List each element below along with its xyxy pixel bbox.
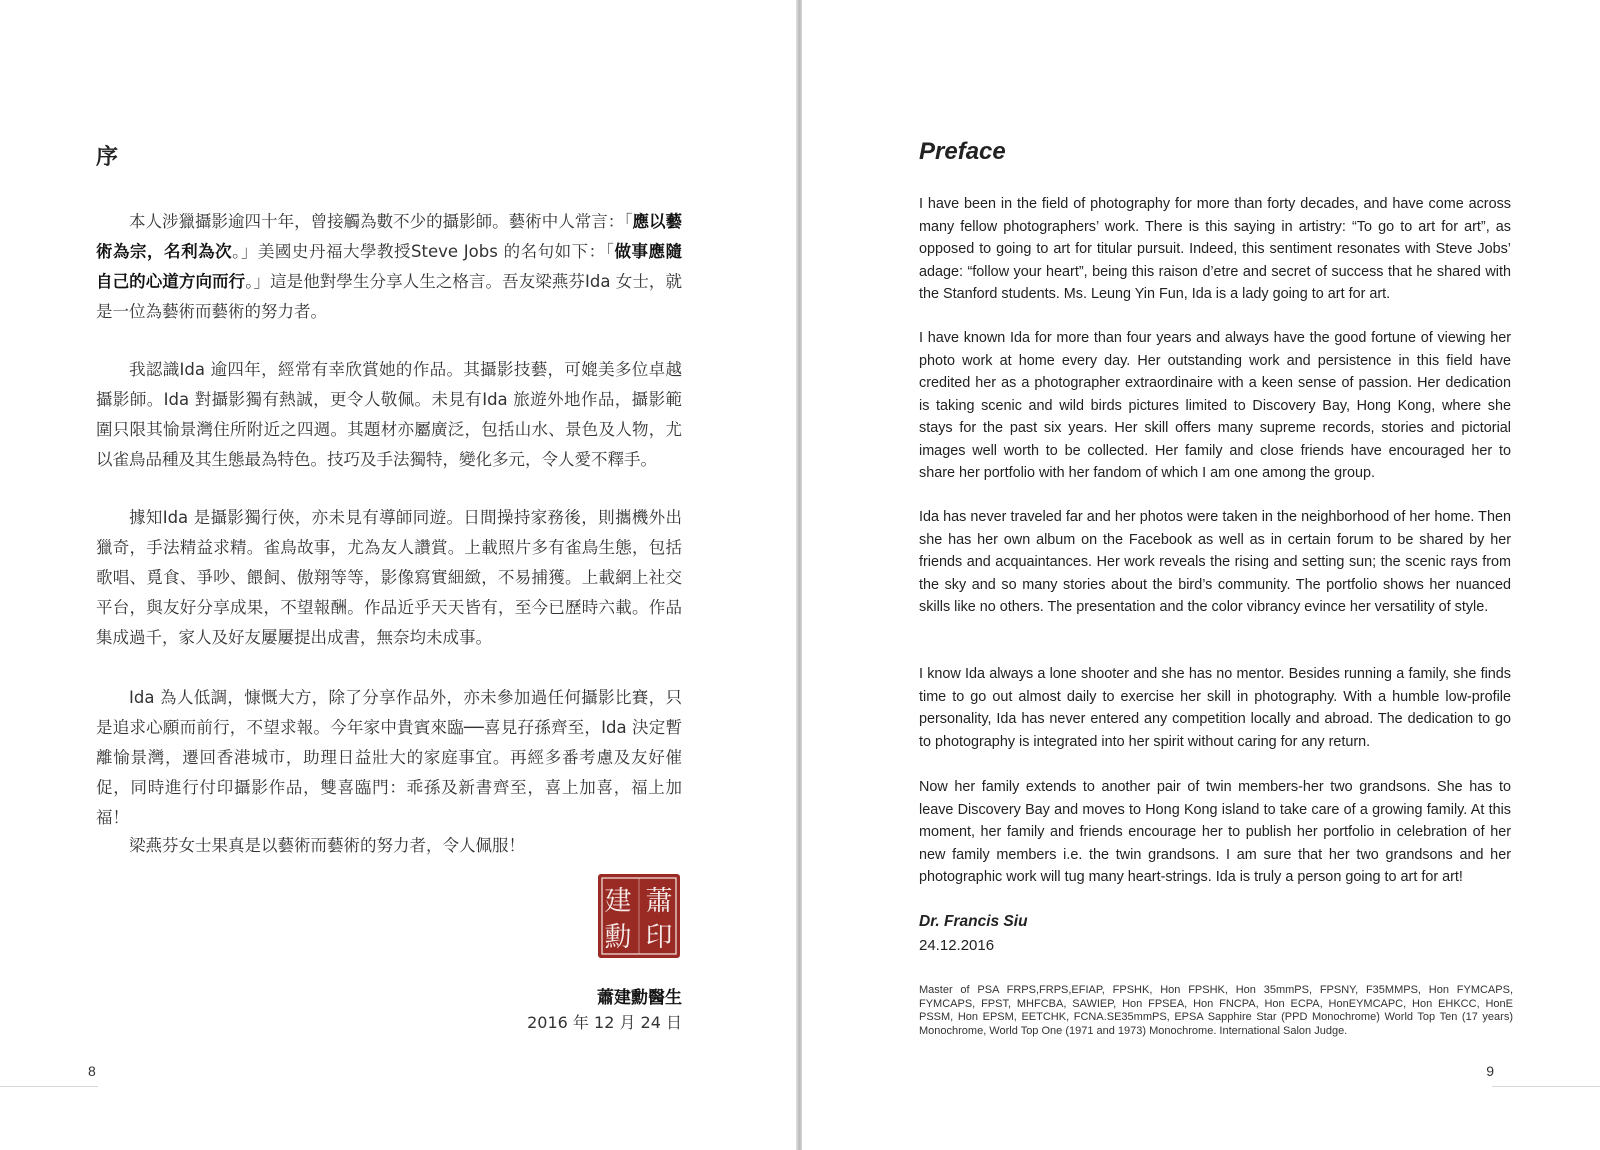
chinese-paragraph-5 (96, 831, 682, 861)
chinese-preface-title: 序 (96, 145, 119, 170)
text-run: 梁燕芬女士果真是以藝術而藝術的努力者，令人佩服！ (129, 836, 525, 855)
text-run: Ida 為人低調，慷慨大方，除了分享作品外，亦未參加過任何攝影比賽，只是追求心願而前行，不望求報。今年家中貴賓來臨──喜見孖孫齊至，Ida 決定暫離愉景灣，遷回香港城市，助理日益壯大的家庭事宜。再經多番考慮及友好催促，同時進行付印攝影作品，雙喜臨門：乖孫及新書齊至，喜上加喜，福上加福！ (96, 688, 682, 827)
text-run: 據知Ida 是攝影獨行俠，亦未見有導師同遊。日間操持家務後，則攜機外出獵奇，手法精益求精。雀鳥故事，尤為友人讚賞。上載照片多有雀鳥生態，包括歌唱、覓食、爭吵、餵飼、傲翔等等，影像寫實細緻，不易捕獲。上載網上社交平台，與友好分享成果，不望報酬。作品近乎天天皆有，至今已歷時六載。作品集成過千，家人及好友屢屢提出成書，無奈均未成事。 (96, 508, 682, 647)
footer-rule-left (0, 1086, 98, 1087)
bold-quote: 應以藝術為宗，名利為次 (96, 212, 683, 261)
seal-char: 建 (604, 886, 632, 917)
bold-quote: 做事應隨自己的心道方向而行 (96, 242, 682, 291)
text-run: 。」這是他對學生分享人生之格言。吾友梁燕芬Ida 女士，就是一位為藝術而藝術的努力者。 (96, 272, 683, 321)
text-run: 。」美國史丹福大學教授Steve Jobs 的名句如下：「 (232, 242, 615, 261)
chinese-signature: 蕭建勳醫生 (597, 988, 682, 1008)
text-run: 我認識Ida 逾四年，經常有幸欣賞她的作品。其攝影技藝，可媲美多位卓越攝影師。Ida 對攝影獨有熱誠，更令人敬佩。未見有Ida 旅遊外地作品，攝影範圍只限其愉景灣住所附近之四週。其題材亦屬廣泛，包括山水、景色及人物，尤以雀鳥品種及其生態最為特色。技巧及手法獨特，變化多元，令人愛不釋手。 (96, 360, 682, 469)
seal-char: 印 (645, 922, 673, 953)
right-page (802, 0, 1600, 1150)
english-signature: Dr. Francis Siu (919, 913, 1028, 930)
seal-stamp-icon (596, 872, 682, 960)
chinese-paragraph-1 (96, 207, 682, 327)
chinese-paragraph-2 (96, 355, 682, 475)
english-paragraph-5: Now her family extends to another pair of twin members-her two grandsons. She has to leave Discovery Bay and moves to Hong Kong island to take care of a growing family. At this moment, her family and friends encourage her to publish her portfolio in celebration of her new family members i.e. the twin grandsons. I am sure that her two grandsons and her photographic work will tug many heart-strings. Ida is truly a person going to art for art! (919, 779, 1511, 885)
chinese-date: 2016 年 12 月 24 日 (527, 1013, 682, 1032)
english-paragraph-3: Ida has never traveled far and her photos were taken in the neighborhood of her home. Then she has her own album on the Facebook as well as in certain forum to be shared by her friends and acquaintances. Her work reveals the rising and setting sun; the scenic rays from the sky and so many stories about the bird’s community. The portfolio shows her nuanced skills like no others. The presentation and the color vibrancy evince her versatility of style. (919, 509, 1511, 615)
seal-char: 勳 (604, 922, 632, 953)
english-paragraph-4: I know Ida always a lone shooter and she has no mentor. Besides running a family, she finds time to go out almost daily to exercise her skill in photography. With a humble low-profile personality, Ida has never entered any competition locally and abroad. The dedication to go to photography is integrated into her spirit without caring for any return. (919, 666, 1511, 750)
left-page (0, 0, 798, 1150)
english-date: 24.12.2016 (919, 937, 995, 954)
chinese-paragraph-4 (96, 683, 682, 833)
page-number-right: 9 (1486, 1063, 1494, 1079)
english-preface-title: Preface (919, 138, 1006, 165)
english-paragraph-1: I have been in the field of photography for more than forty decades, and have come across many fellow photographers’ work. There is this saying in artistry: “To go to art for art”, as opposed to going to art for titular pursuit. Indeed, this sentiment resonates with Steve Jobs’ adage: “follow your heart”, being this raison d’etre and secret of success that he shared with the Stanford students. Ms. Leung Yin Fun, Ida is a lady going to art for art. (919, 196, 1511, 302)
footer-rule-right (1492, 1086, 1600, 1087)
chinese-paragraph-3 (96, 503, 682, 653)
credentials-list: Master of PSA FRPS,FRPS,EFIAP, FPSHK, Hon FPSHK, Hon 35mmPS, FPSNY, F35MMPS, Hon FYMCAPS, FYMCAPS, FPST, MHFCBA, SAWIEP, Hon FPSEA, Hon FNCPA, Hon ECPA, HonEYMCAPC, Hon EHKCC, HonE PSSM, Hon EPSM, EETCHK, FCNA.SE35mmPS, EPSA Sapphire Star (PPD Monochrome) World Top Ten (17 years) Monochrome, World Top One (1971 and 1973) Monochrome. International Salon Judge. (919, 984, 1513, 1037)
page-number-left: 8 (88, 1063, 96, 1079)
seal-char: 蕭 (645, 886, 673, 917)
english-paragraph-2: I have known Ida for more than four years and always have the good fortune of viewing her photo work at home every day. Her outstanding work and persistence in this field have credited her as a photographer extraordinaire with a keen sense of passion. Her dedication is taking scenic and wild birds pictures limited to Discovery Bay, Hong Kong, where she stays for the past six years. Her skill offers many supreme records, stories and pictorial images well worth to be collected. Her family and close friends have encouraged her to share her portfolio with her fandom of which I am one among the group. (919, 330, 1511, 481)
text-run: 本人涉獵攝影逾四十年，曾接觸為數不少的攝影師。藝術中人常言：「 (129, 212, 633, 231)
